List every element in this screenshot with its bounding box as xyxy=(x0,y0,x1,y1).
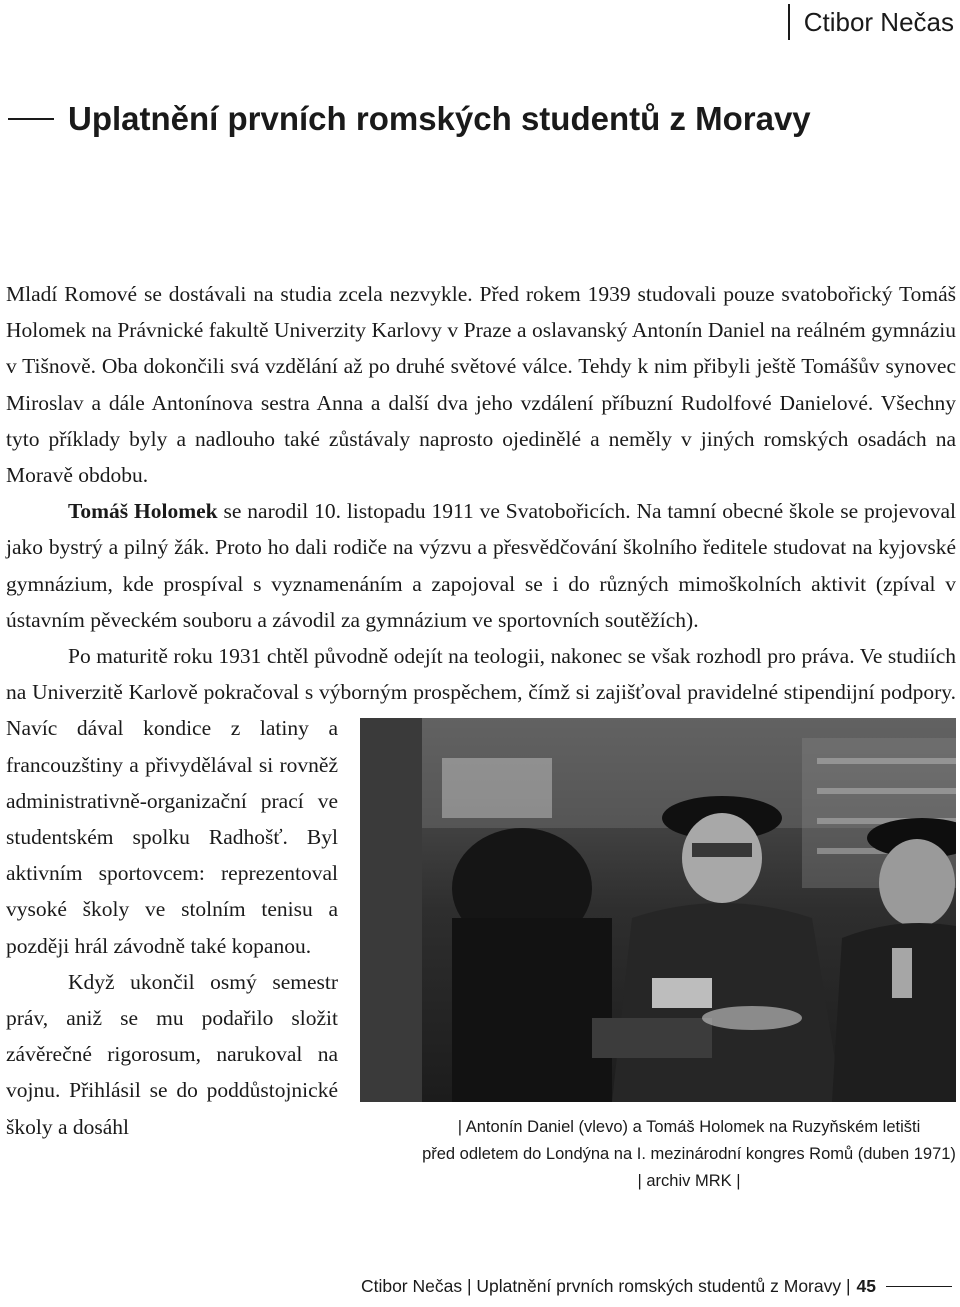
article-title: Uplatnění prvních romských studentů z Moravy xyxy=(68,100,811,137)
caption-line-1: | Antonín Daniel (vlevo) a Tomáš Holomek na Ruzyňském letišti xyxy=(457,1118,921,1137)
title-row xyxy=(8,100,952,138)
title-dash xyxy=(8,118,54,120)
footer-text: Ctibor Nečas | Uplatnění prvních romských studentů z Moravy | xyxy=(360,1276,851,1296)
paragraph-3-intro: Po maturitě roku 1931 chtěl původně odejít na teologii, nakonec se však rozhodl pro práva. Ve studiích na Univerzitě Karlově pokračoval s výborným prospěchem, čímž si zajišťo xyxy=(6,644,956,705)
caption-line-2: před odletem do Londýna na I. mezinárodní kongres Romů (duben 1971) xyxy=(422,1145,956,1164)
paragraph-2-text: se narodil 10. listopadu 1911 ve Svatobořicích. Na tamní obecné škole se projevoval jako bystrý a pilný žák. Proto ho dali rodiče na výzvu a přesvědčování školního ředitele studovat na kyjovské gymnázium, kde prospíval s vyznamenáním a zapojoval se i do různých mimoškolních aktivit (zpíval v ústavním pěveckém souboru a závodil za gymnázium ve sportovních soutěžích). xyxy=(6,499,957,632)
photo xyxy=(360,718,956,1102)
caption-line-3: | archiv MRK | xyxy=(637,1172,741,1191)
page-number: 45 xyxy=(856,1276,876,1296)
person-name: Tomáš Holomek xyxy=(68,499,218,524)
page-footer xyxy=(0,1276,952,1297)
paragraph-2 xyxy=(6,493,956,638)
figure-caption xyxy=(360,1114,956,1195)
photo-image xyxy=(422,718,956,1102)
paragraph-3-rest: val pravidelné stipendijní podpory. Navíc dával kondice z latiny a francouzštiny a přivydělával si rovněž administrativně-organizační prací ve studentském spolku Radhošť. Byl aktivním sportovcem: reprezentoval vysoké školy ve stolním tenisu a později hrál závodně také kopanou. xyxy=(6,680,956,958)
paragraph-4: Když ukončil osmý semestr práv, aniž se mu podařilo složit závěrečné rigorosum, narukoval na vojnu. Přihlásil se do poddůstojnické školy a dosáhl xyxy=(6,969,338,1139)
figure xyxy=(360,718,956,1230)
running-header-author: Ctibor Nečas xyxy=(788,4,954,40)
footer-rule xyxy=(886,1286,952,1288)
article-body xyxy=(6,276,956,1230)
paragraph-1: Mladí Romové se dostávali na studia zcela nezvykle. Před rokem 1939 studovali pouze svatobořický Tomáš Holomek na Právnické fakultě Univerzity Karlovy v Praze a oslavanský Antonín Daniel na reálném gymnáziu v Tišnově. Oba dokončili svá vzdělání až po druhé světové válce. Tehdy k nim přibyli ještě Tomášův synovec Miroslav a dále Antonínova sestra Anna a další dva jeho vzdálení příbuzní Rudolfové Danielové. Všechny tyto příklady byly a nadlouho také zůstávaly naprosto ojedinělé a neměly v jiných romských osadách na Moravě obdobu. xyxy=(6,282,956,488)
